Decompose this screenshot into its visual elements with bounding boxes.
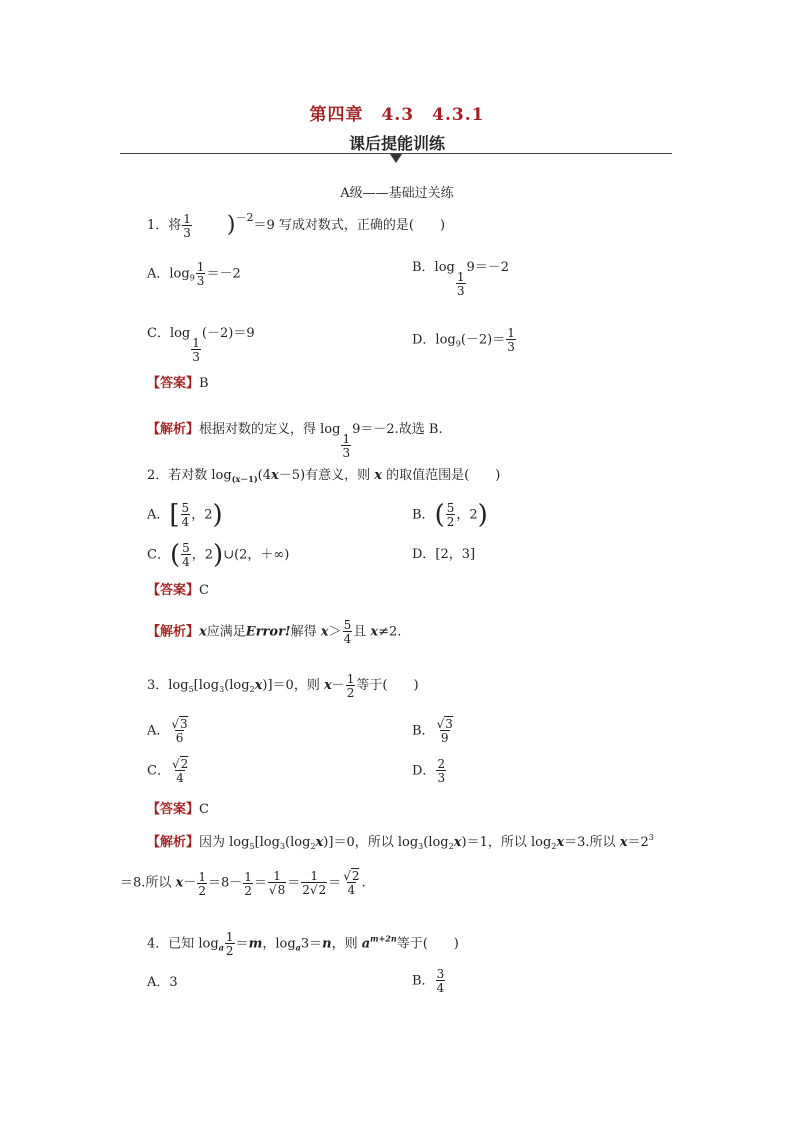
q3-analysis-line1 xyxy=(147,834,654,851)
q3-b-n: 3 xyxy=(445,717,453,731)
q1-a-fd: 3 xyxy=(196,274,205,288)
q2-an-gt: ＞ xyxy=(328,624,342,640)
q1-d-sub: 9 xyxy=(455,339,461,349)
q3-a-frac: $\frac{√3}{6}$ xyxy=(171,717,188,745)
q1-a-pre: A．log xyxy=(147,266,190,282)
q1-an-pre: 根据对数的定义，得 log xyxy=(199,422,341,437)
q3-option-c xyxy=(147,758,190,784)
q3-t1: [log xyxy=(193,678,220,693)
q4-t3: 3＝ xyxy=(300,936,323,952)
q2-option-c xyxy=(147,542,289,568)
q3-a2-f1: $\frac{1}{√8}$ xyxy=(268,869,286,897)
q2-analysis xyxy=(147,619,401,645)
q1-a-fn: 1 xyxy=(196,260,205,274)
q3-c-frac: $\frac{√2}{4}$ xyxy=(171,757,189,785)
q2-an-var3: x xyxy=(370,624,379,640)
question-2 xyxy=(147,469,500,483)
q2-c-lparen: ( xyxy=(169,540,181,570)
q3-exp-frac xyxy=(346,673,356,699)
q1-b-pre: B．log xyxy=(412,260,455,275)
q2-a-frac xyxy=(181,502,191,528)
q3-a2sign2: － xyxy=(229,875,243,891)
q1-b-frac xyxy=(456,271,466,297)
q3-d-n: 2 xyxy=(437,757,446,771)
answer-label: 【答案】 xyxy=(147,802,200,817)
q1-an-frac xyxy=(341,433,351,459)
q3-c-d: 4 xyxy=(176,771,184,785)
q3-a2e: ＝ xyxy=(328,875,342,891)
q1-a-frac xyxy=(196,261,206,287)
q3-a2ed: 2 xyxy=(198,883,206,898)
q2-an-post: 且 xyxy=(353,624,371,640)
q3-s1: 5 xyxy=(188,685,194,694)
q1-a-post: ＝－2 xyxy=(206,266,241,282)
analysis-label: 【解析】 xyxy=(147,422,200,437)
q3-a2f3d: 4 xyxy=(347,883,356,897)
q2-c-post: ，2 xyxy=(191,547,214,563)
q4-fd: 2 xyxy=(225,944,234,958)
question-1 xyxy=(147,212,445,239)
q3-answer xyxy=(147,803,209,816)
q3-exp-d: 2 xyxy=(346,686,355,700)
q3-a2en: 1 xyxy=(198,869,206,884)
q3-a1s5: 2 xyxy=(448,842,454,851)
q2-an-var2: x xyxy=(320,624,329,640)
q2-an-tail: ≠2. xyxy=(378,624,402,640)
q2-var: x xyxy=(270,468,279,483)
q3-d-frac xyxy=(436,758,446,784)
q1-an-fn: 1 xyxy=(342,432,351,446)
triangle-marker-icon xyxy=(390,154,402,163)
q3-a-n: 3 xyxy=(180,717,188,731)
q2-mid: (4 xyxy=(257,468,271,483)
q1-fraction xyxy=(182,213,192,239)
q3-a1: 因为 log xyxy=(199,835,250,850)
q1-d-mid: (－2)＝ xyxy=(460,332,506,348)
q1-d-frac xyxy=(506,327,516,353)
q3-option-d xyxy=(412,758,447,784)
q2-an-fd: 4 xyxy=(343,632,352,646)
analysis-label: 【解析】 xyxy=(147,624,200,640)
q2-mid2: －5)有意义，则 xyxy=(278,468,375,483)
q1-rest: ＝9 写成对数式，正确的是( ) xyxy=(253,218,446,233)
q2-a-fd: 4 xyxy=(181,515,190,529)
q1-answer-value: B xyxy=(199,376,209,391)
q1-option-a xyxy=(147,261,241,287)
q2-rest: 的取值范围是( ) xyxy=(381,468,501,483)
q1-c-frac xyxy=(191,337,201,363)
q3-a2ed2: 2 xyxy=(244,883,252,898)
q3-d-d: 3 xyxy=(437,771,446,785)
question-3 xyxy=(147,673,419,699)
q2-b-post: ，2 xyxy=(456,507,478,523)
q4-t1: ＝ xyxy=(235,936,249,952)
q4-m: m xyxy=(248,936,263,952)
q2-option-a xyxy=(147,502,223,528)
q3-a2-exp1 xyxy=(197,871,207,897)
q4-b-pre: B． xyxy=(412,973,435,989)
q3-b-d: 9 xyxy=(440,731,449,745)
q2-option-d: D．[2，3] xyxy=(412,547,476,562)
q3-answer-value: C xyxy=(199,802,209,817)
q1-option-b xyxy=(412,261,509,297)
q3-a1s3: 2 xyxy=(310,842,316,851)
q1-answer xyxy=(147,377,209,390)
q3-s3: 2 xyxy=(249,685,255,694)
q2-an-var: x xyxy=(199,624,207,640)
q4-b-frac xyxy=(436,968,446,994)
q3-a1s6: 2 xyxy=(551,842,557,851)
analysis-label: 【解析】 xyxy=(147,835,200,850)
q4-rest: 等于( ) xyxy=(396,936,459,952)
q2-an-error: Error! xyxy=(245,624,291,640)
q1-d-pre: D．log xyxy=(412,332,456,348)
q1-c-fd: 3 xyxy=(192,350,200,364)
q3-a2-f3: $\frac{√2}{4}$ xyxy=(343,869,360,897)
q3-a2f2d: 2 xyxy=(318,883,327,897)
q2-a-pre: A． xyxy=(147,507,170,523)
q4-prefix: 4．已知 log xyxy=(147,936,219,952)
q4-option-a: A．3 xyxy=(147,975,178,990)
q1-b-post: 9＝－2 xyxy=(466,260,510,275)
q3-a2en2: 1 xyxy=(244,869,252,884)
q3-d-pre: D． xyxy=(412,763,436,779)
q3-a1e: (log xyxy=(423,835,449,850)
q4-fn: 1 xyxy=(225,930,234,944)
q3-a1s2: 3 xyxy=(279,842,286,851)
answer-label: 【答案】 xyxy=(147,583,200,598)
q3-a1s4: 3 xyxy=(418,842,424,851)
q2-c-pre: C． xyxy=(147,547,170,563)
q1-d-fd: 3 xyxy=(507,340,515,354)
q2-answer-value: C xyxy=(199,583,209,598)
q4-base2: a xyxy=(295,942,301,953)
q3-a2f3n: 2 xyxy=(351,869,360,883)
q3-a1var: x xyxy=(315,835,324,850)
q2-c-rparen: ) xyxy=(213,540,224,570)
q3-a1s1: 5 xyxy=(249,842,255,851)
q1-frac-num: 1 xyxy=(183,211,191,226)
q3-t3: )]＝0，则 xyxy=(262,678,324,693)
q2-b-rparen: ) xyxy=(477,500,488,530)
q2-a-post: ，2 xyxy=(191,507,213,523)
q3-prefix: 3．log xyxy=(147,678,189,693)
q1-c-fn: 1 xyxy=(192,336,200,350)
q3-a1d: )]＝0，所以 log xyxy=(323,835,419,850)
q2-base: (x－1) xyxy=(231,474,258,484)
q1-an-fd: 3 xyxy=(342,446,351,460)
q1-option-c xyxy=(147,327,255,363)
q3-a1c: (log xyxy=(285,835,311,850)
q3-a2-exp2 xyxy=(243,871,253,897)
q2-an-frac xyxy=(343,619,353,645)
q2-c-tail: ∪(2，＋∞) xyxy=(223,547,290,563)
q2-a-fn: 5 xyxy=(181,501,190,515)
q2-b-lparen: ( xyxy=(434,500,445,530)
q4-t2: ，log xyxy=(262,936,296,952)
q2-option-b xyxy=(412,502,488,528)
q1-frac-den: 3 xyxy=(183,225,191,240)
q4-b-d: 4 xyxy=(436,981,445,995)
q3-b-pre: B． xyxy=(412,723,435,739)
q1-an-post: 9＝－2.故选 B. xyxy=(352,422,443,437)
q3-a1h: ＝2 xyxy=(627,835,649,850)
q2-b-fn: 5 xyxy=(446,501,455,515)
q3-var2: x xyxy=(323,678,332,693)
q3-analysis-line2 xyxy=(120,870,366,897)
q1-b-fd: 3 xyxy=(456,284,465,298)
q1-prefix: 1．将 xyxy=(147,218,182,233)
chapter-heading: 第四章 4.3 4.3.1 xyxy=(309,105,485,125)
q3-option-a xyxy=(147,718,190,744)
q4-base: a xyxy=(218,942,224,953)
q3-b-frac: $\frac{√3}{9}$ xyxy=(436,717,453,745)
q3-a2d: ＝ xyxy=(287,875,301,891)
q3-a1sup: 3 xyxy=(648,833,654,842)
q2-c-frac xyxy=(181,542,191,568)
q2-an-mid: 解得 xyxy=(290,624,321,640)
q3-a-pre: A． xyxy=(147,723,170,739)
q1-right-paren: ) xyxy=(226,212,236,238)
q3-a1var2: x xyxy=(453,835,462,850)
q4-frac xyxy=(225,931,235,957)
q3-exp-sign: － xyxy=(331,678,345,693)
q3-a2b: ＝8 xyxy=(207,875,230,891)
q3-a2f1d: 8 xyxy=(277,883,286,897)
q3-a2var: x xyxy=(175,875,184,891)
q4-exp: m+2n xyxy=(370,933,397,944)
q3-c-pre: C． xyxy=(147,763,170,779)
q3-a2end: . xyxy=(361,875,366,891)
q2-var2: x xyxy=(374,468,382,483)
q1-a-sub: 9 xyxy=(189,273,195,283)
q4-b-n: 3 xyxy=(436,967,445,981)
q4-t4: ，则 xyxy=(331,936,362,952)
q4-n: n xyxy=(322,936,332,952)
q2-prefix: 2．若对数 log xyxy=(147,468,232,483)
q2-a-rparen: ) xyxy=(212,500,223,530)
q3-a1var3: x xyxy=(556,835,565,850)
level-heading: A级——基础过关练 xyxy=(340,186,454,201)
q3-s2: 3 xyxy=(219,685,225,694)
q2-an-fn: 5 xyxy=(343,618,352,632)
q1-b-fn: 1 xyxy=(456,270,465,284)
q3-a2f1n: 1 xyxy=(273,869,281,883)
q3-option-b xyxy=(412,718,455,744)
q4-a: a xyxy=(361,936,371,952)
q4-option-b xyxy=(412,968,446,994)
q3-exp-n: 1 xyxy=(346,672,355,686)
q3-rest: 等于( ) xyxy=(356,678,419,693)
q3-a2sign: － xyxy=(183,875,197,891)
q3-a1g: ＝3.所以 xyxy=(564,835,620,850)
q3-t2: (log xyxy=(224,678,250,693)
q1-exponent: －2 xyxy=(235,211,254,224)
q2-an-pre: 应满足 xyxy=(206,624,246,640)
q3-var: x xyxy=(254,678,263,693)
q2-b-fd: 2 xyxy=(446,515,455,529)
answer-label: 【答案】 xyxy=(147,376,200,391)
q3-a1var4: x xyxy=(619,835,628,850)
q3-a2-f2: $\frac{1}{2√2}$ xyxy=(302,869,327,897)
q3-a1f: )＝1，所以 log xyxy=(461,835,552,850)
q3-a2f2n: 1 xyxy=(310,869,319,883)
q3-a-d: 6 xyxy=(175,731,184,745)
q2-a-lbracket: [ xyxy=(169,500,180,530)
page-title: 课后提能训练 xyxy=(348,134,445,153)
q3-a2f2d-pre: 2 xyxy=(302,883,310,897)
q2-c-fd: 4 xyxy=(182,555,190,569)
q2-answer xyxy=(147,584,209,597)
q3-a2a: ＝8.所以 xyxy=(120,875,176,891)
q3-a1b: [log xyxy=(254,835,280,850)
q1-analysis xyxy=(147,423,443,459)
q2-c-fn: 5 xyxy=(182,541,190,555)
q1-option-d xyxy=(412,327,517,353)
q1-c-post: (－2)＝9 xyxy=(201,326,255,341)
q3-a2c: ＝ xyxy=(253,875,267,891)
q1-d-fn: 1 xyxy=(507,326,515,340)
q2-b-pre: B． xyxy=(412,507,435,523)
q2-b-frac xyxy=(446,502,456,528)
q1-c-pre: C．log xyxy=(147,326,191,341)
question-4 xyxy=(147,931,459,957)
q3-c-n: 2 xyxy=(180,757,189,771)
